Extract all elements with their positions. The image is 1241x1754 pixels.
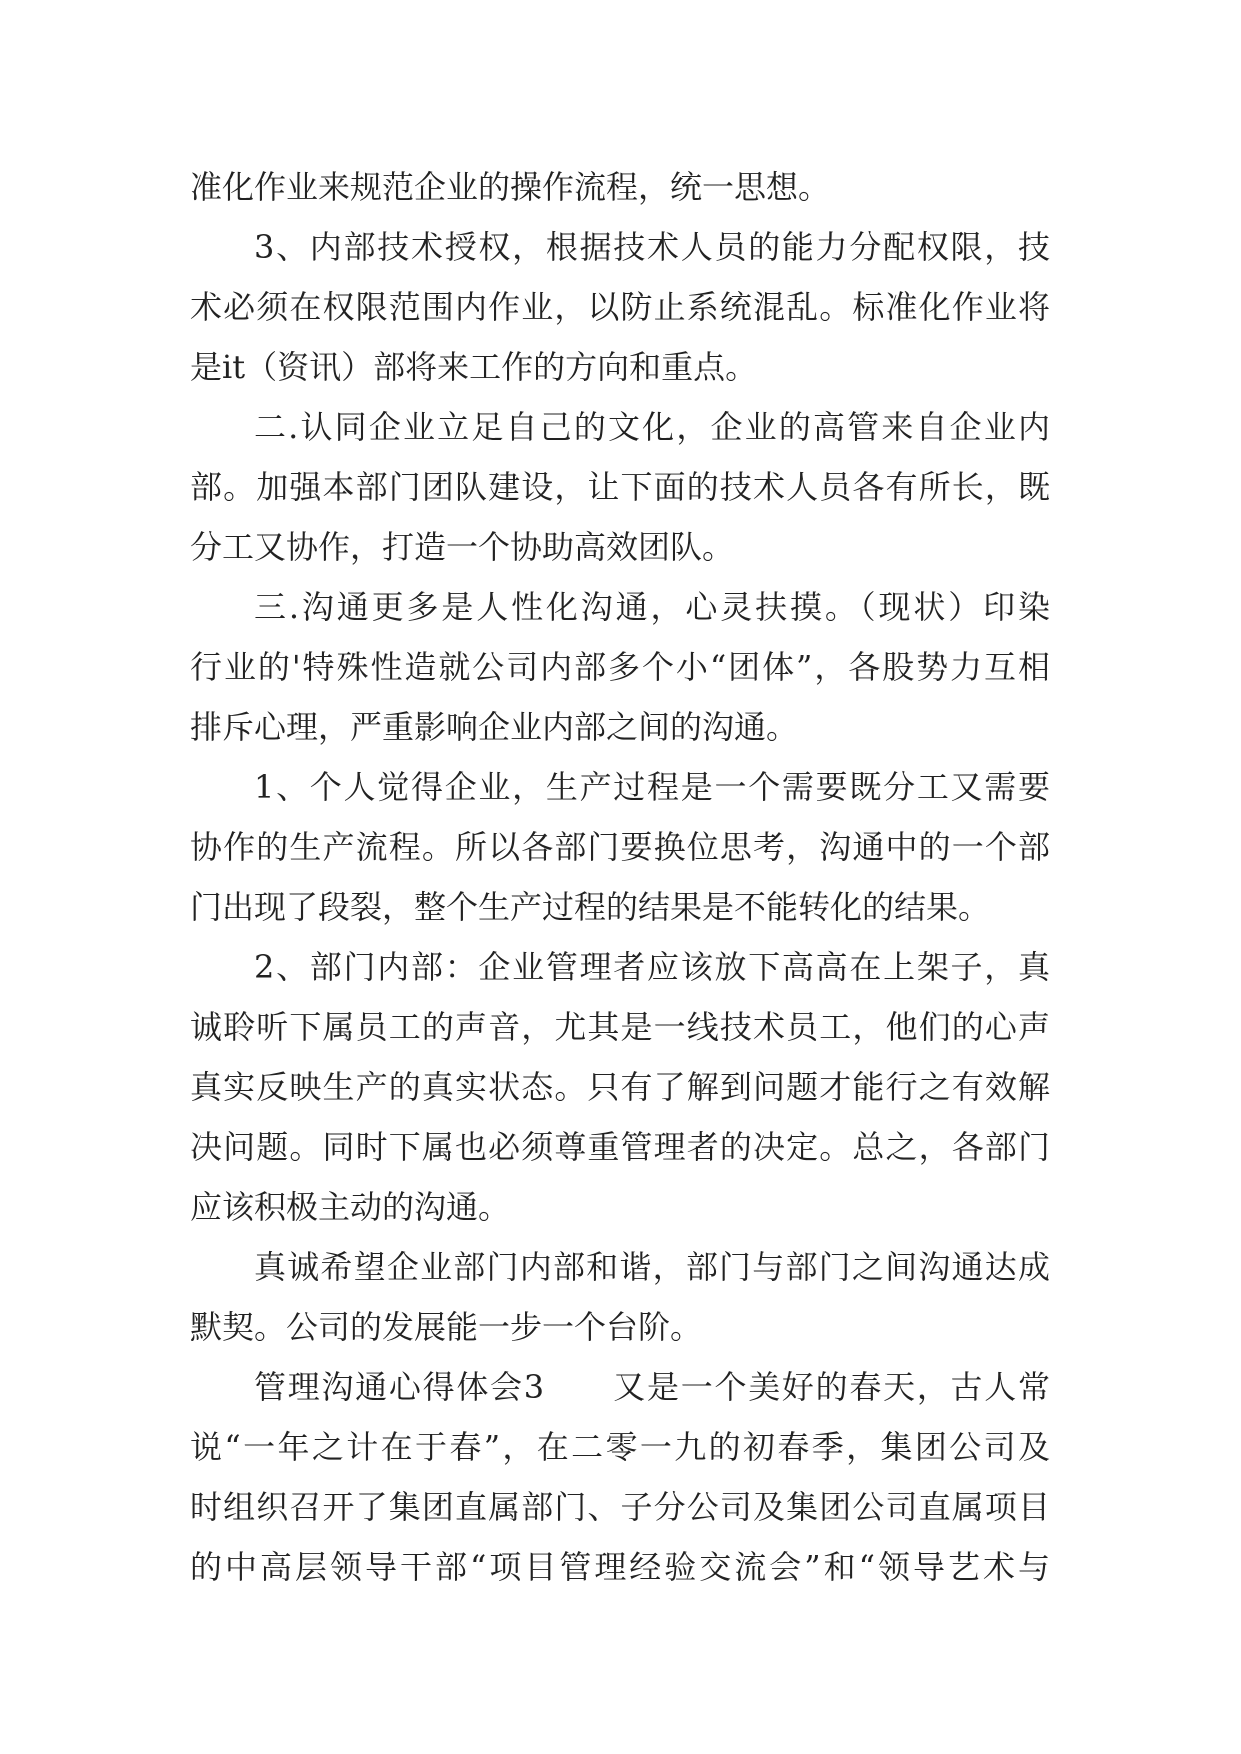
- text-line: 术必须在权限范围内作业，以防止系统混乱。标准化作业将: [190, 288, 1050, 326]
- text-line: 门出现了段裂，整个生产过程的结果是不能转化的结果。: [190, 888, 991, 926]
- text-line: 分工又协作，打造一个协助高效团队。: [190, 528, 735, 566]
- text-line: 2、部门内部：企业管理者应该放下高高在上架子，真: [254, 948, 1050, 986]
- text-line: 二.认同企业立足自己的文化，企业的高管来自企业内: [254, 408, 1050, 446]
- text-line: 的中高层领导干部“项目管理经验交流会”和“领导艺术与: [190, 1548, 1050, 1586]
- text-line: 3、内部技术授权，根据技术人员的能力分配权限，技: [254, 228, 1050, 266]
- text-line: 是it（资讯）部将来工作的方向和重点。: [190, 348, 758, 386]
- text-line: 准化作业来规范企业的操作流程，统一思想。: [190, 168, 831, 206]
- text-line: 管理沟通心得体会3 又是一个美好的春天，古人常: [254, 1368, 1050, 1406]
- text-line: 部。加强本部门团队建设，让下面的技术人员各有所长，既: [190, 468, 1050, 506]
- text-line: 真实反映生产的真实状态。只有了解到问题才能行之有效解: [190, 1068, 1050, 1106]
- text-line: 默契。公司的发展能一步一个台阶。: [190, 1308, 703, 1346]
- text-line: 三.沟通更多是人性化沟通，心灵扶摸。（现状）印染: [254, 588, 1050, 626]
- text-line: 真诚希望企业部门内部和谐，部门与部门之间沟通达成: [254, 1248, 1050, 1286]
- text-line: 排斥心理，严重影响企业内部之间的沟通。: [190, 708, 799, 746]
- text-line: 应该积极主动的沟通。: [190, 1188, 511, 1226]
- text-line: 行业的'特殊性造就公司内部多个小“团体”，各股势力互相: [190, 648, 1050, 686]
- text-line: 决问题。同时下属也必须尊重管理者的决定。总之，各部门: [190, 1128, 1050, 1166]
- text-line: 时组织召开了集团直属部门、子分公司及集团公司直属项目: [190, 1488, 1050, 1526]
- document-body: [190, 157, 1050, 1597]
- text-line: 诚聆听下属员工的声音，尤其是一线技术员工，他们的心声: [190, 1008, 1050, 1046]
- text-line: 1、个人觉得企业，生产过程是一个需要既分工又需要: [254, 768, 1050, 806]
- text-line: 协作的生产流程。所以各部门要换位思考，沟通中的一个部: [190, 828, 1050, 866]
- text-line: 说“一年之计在于春”，在二零一九的初春季，集团公司及: [190, 1428, 1050, 1466]
